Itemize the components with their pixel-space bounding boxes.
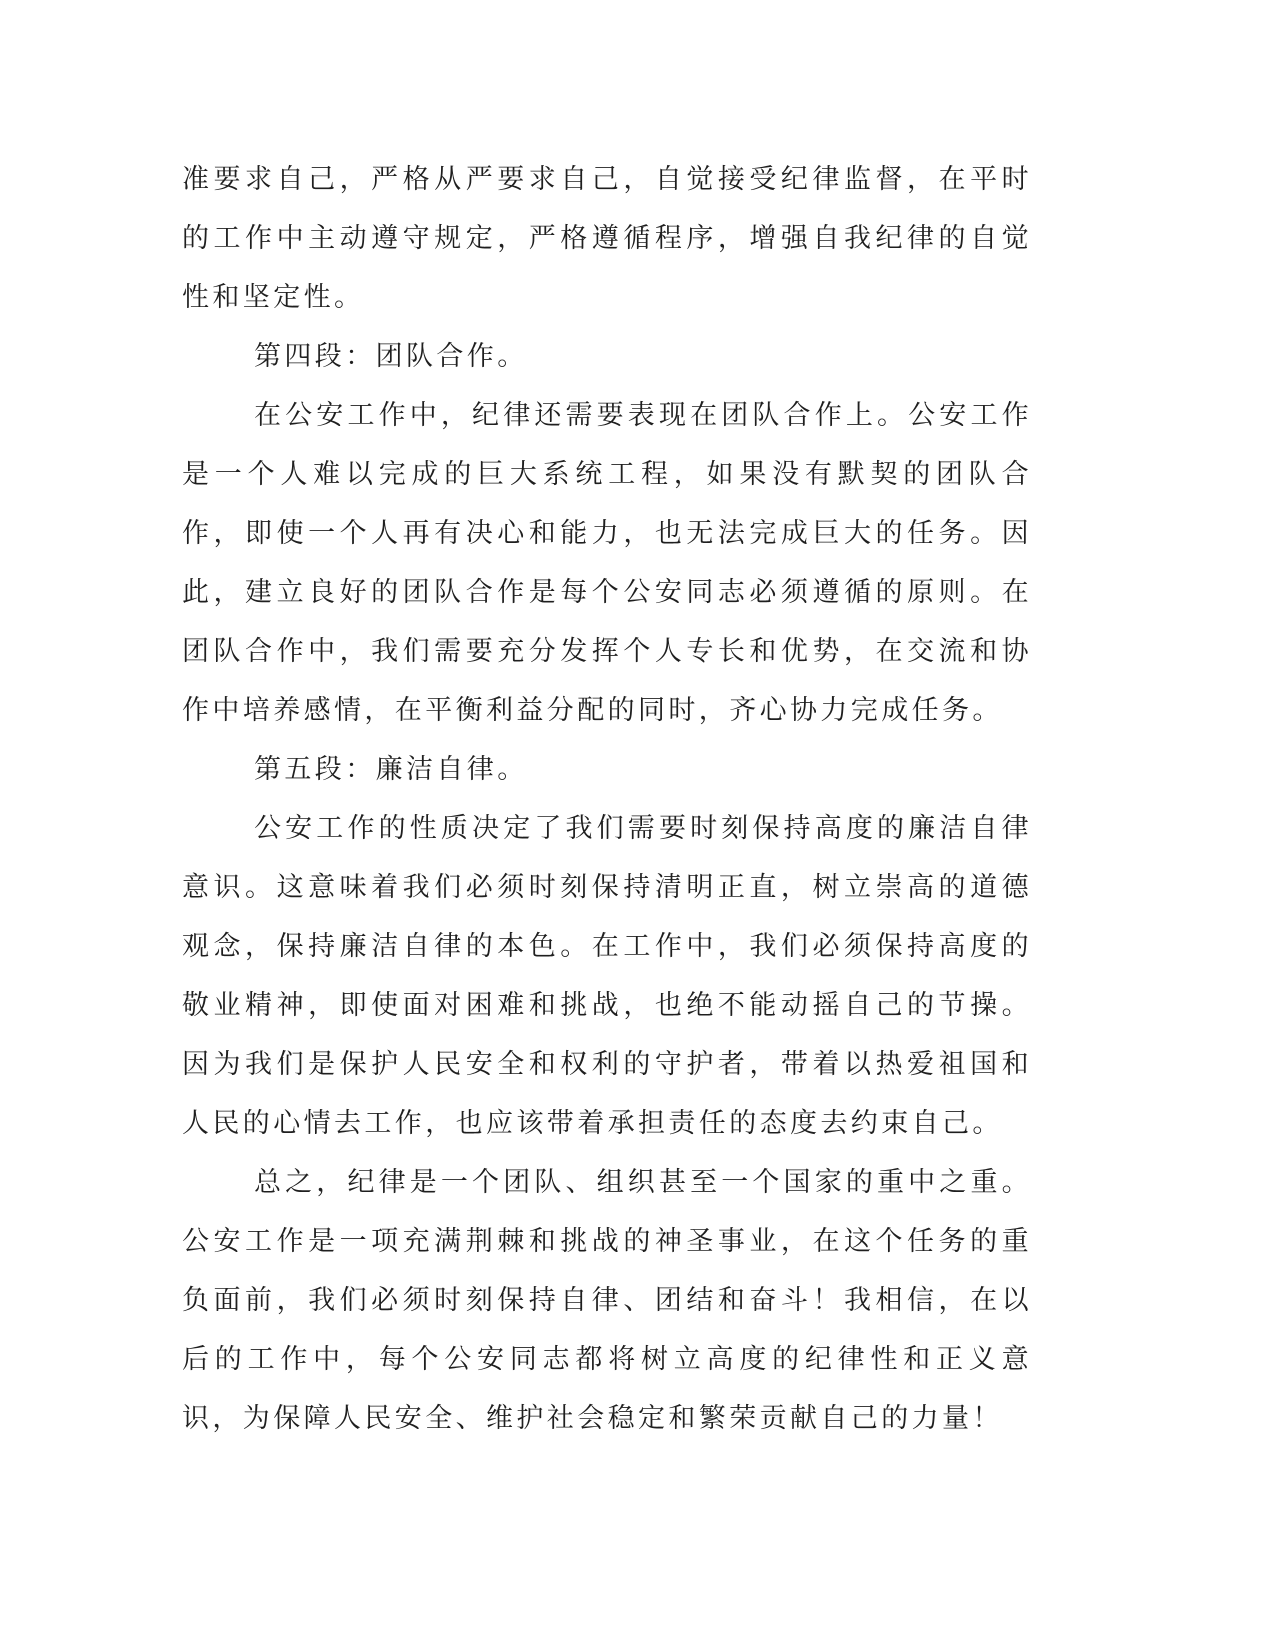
paragraph-teamwork: 在公安工作中，纪律还需要表现在团队合作上。公安工作是一个人难以完成的巨大系统工程，如果没有默契的团队合作，即使一个人再有决心和能力，也无法完成巨大的任务。因此，建立良好的团队合作是每个公安同志必须遵循的原则。在团队合作中，我们需要充分发挥个人专长和优势，在交流和协作中培养感情，在平衡利益分配的同时，齐心协力完成任务。 xyxy=(182,400,1032,726)
paragraph-conclusion: 总之，纪律是一个团队、组织甚至一个国家的重中之重。公安工作是一项充满荆棘和挑战的神圣事业，在这个任务的重负面前，我们必须时刻保持自律、团结和奋斗！我相信，在以后的工作中，每个公安同志都将树立高度的纪律性和正义意识，为保障人民安全、维护社会稳定和繁荣贡献自己的力量！ xyxy=(182,1167,1032,1434)
document-body xyxy=(182,150,1032,1448)
section-heading-integrity: 第五段：廉洁自律。 xyxy=(254,754,528,785)
paragraph-integrity: 公安工作的性质决定了我们需要时刻保持高度的廉洁自律意识。这意味着我们必须时刻保持清明正直，树立崇高的道德观念，保持廉洁自律的本色。在工作中，我们必须保持高度的敬业精神，即使面对困难和挑战，也绝不能动摇自己的节操。因为我们是保护人民安全和权利的守护者，带着以热爱祖国和人民的心情去工作，也应该带着承担责任的态度去约束自己。 xyxy=(182,813,1032,1139)
paragraph-continuation: 准要求自己，严格从严要求自己，自觉接受纪律监督，在平时的工作中主动遵守规定，严格遵循程序，增强自我纪律的自觉性和坚定性。 xyxy=(182,164,1032,313)
section-heading-teamwork: 第四段：团队合作。 xyxy=(254,341,528,372)
